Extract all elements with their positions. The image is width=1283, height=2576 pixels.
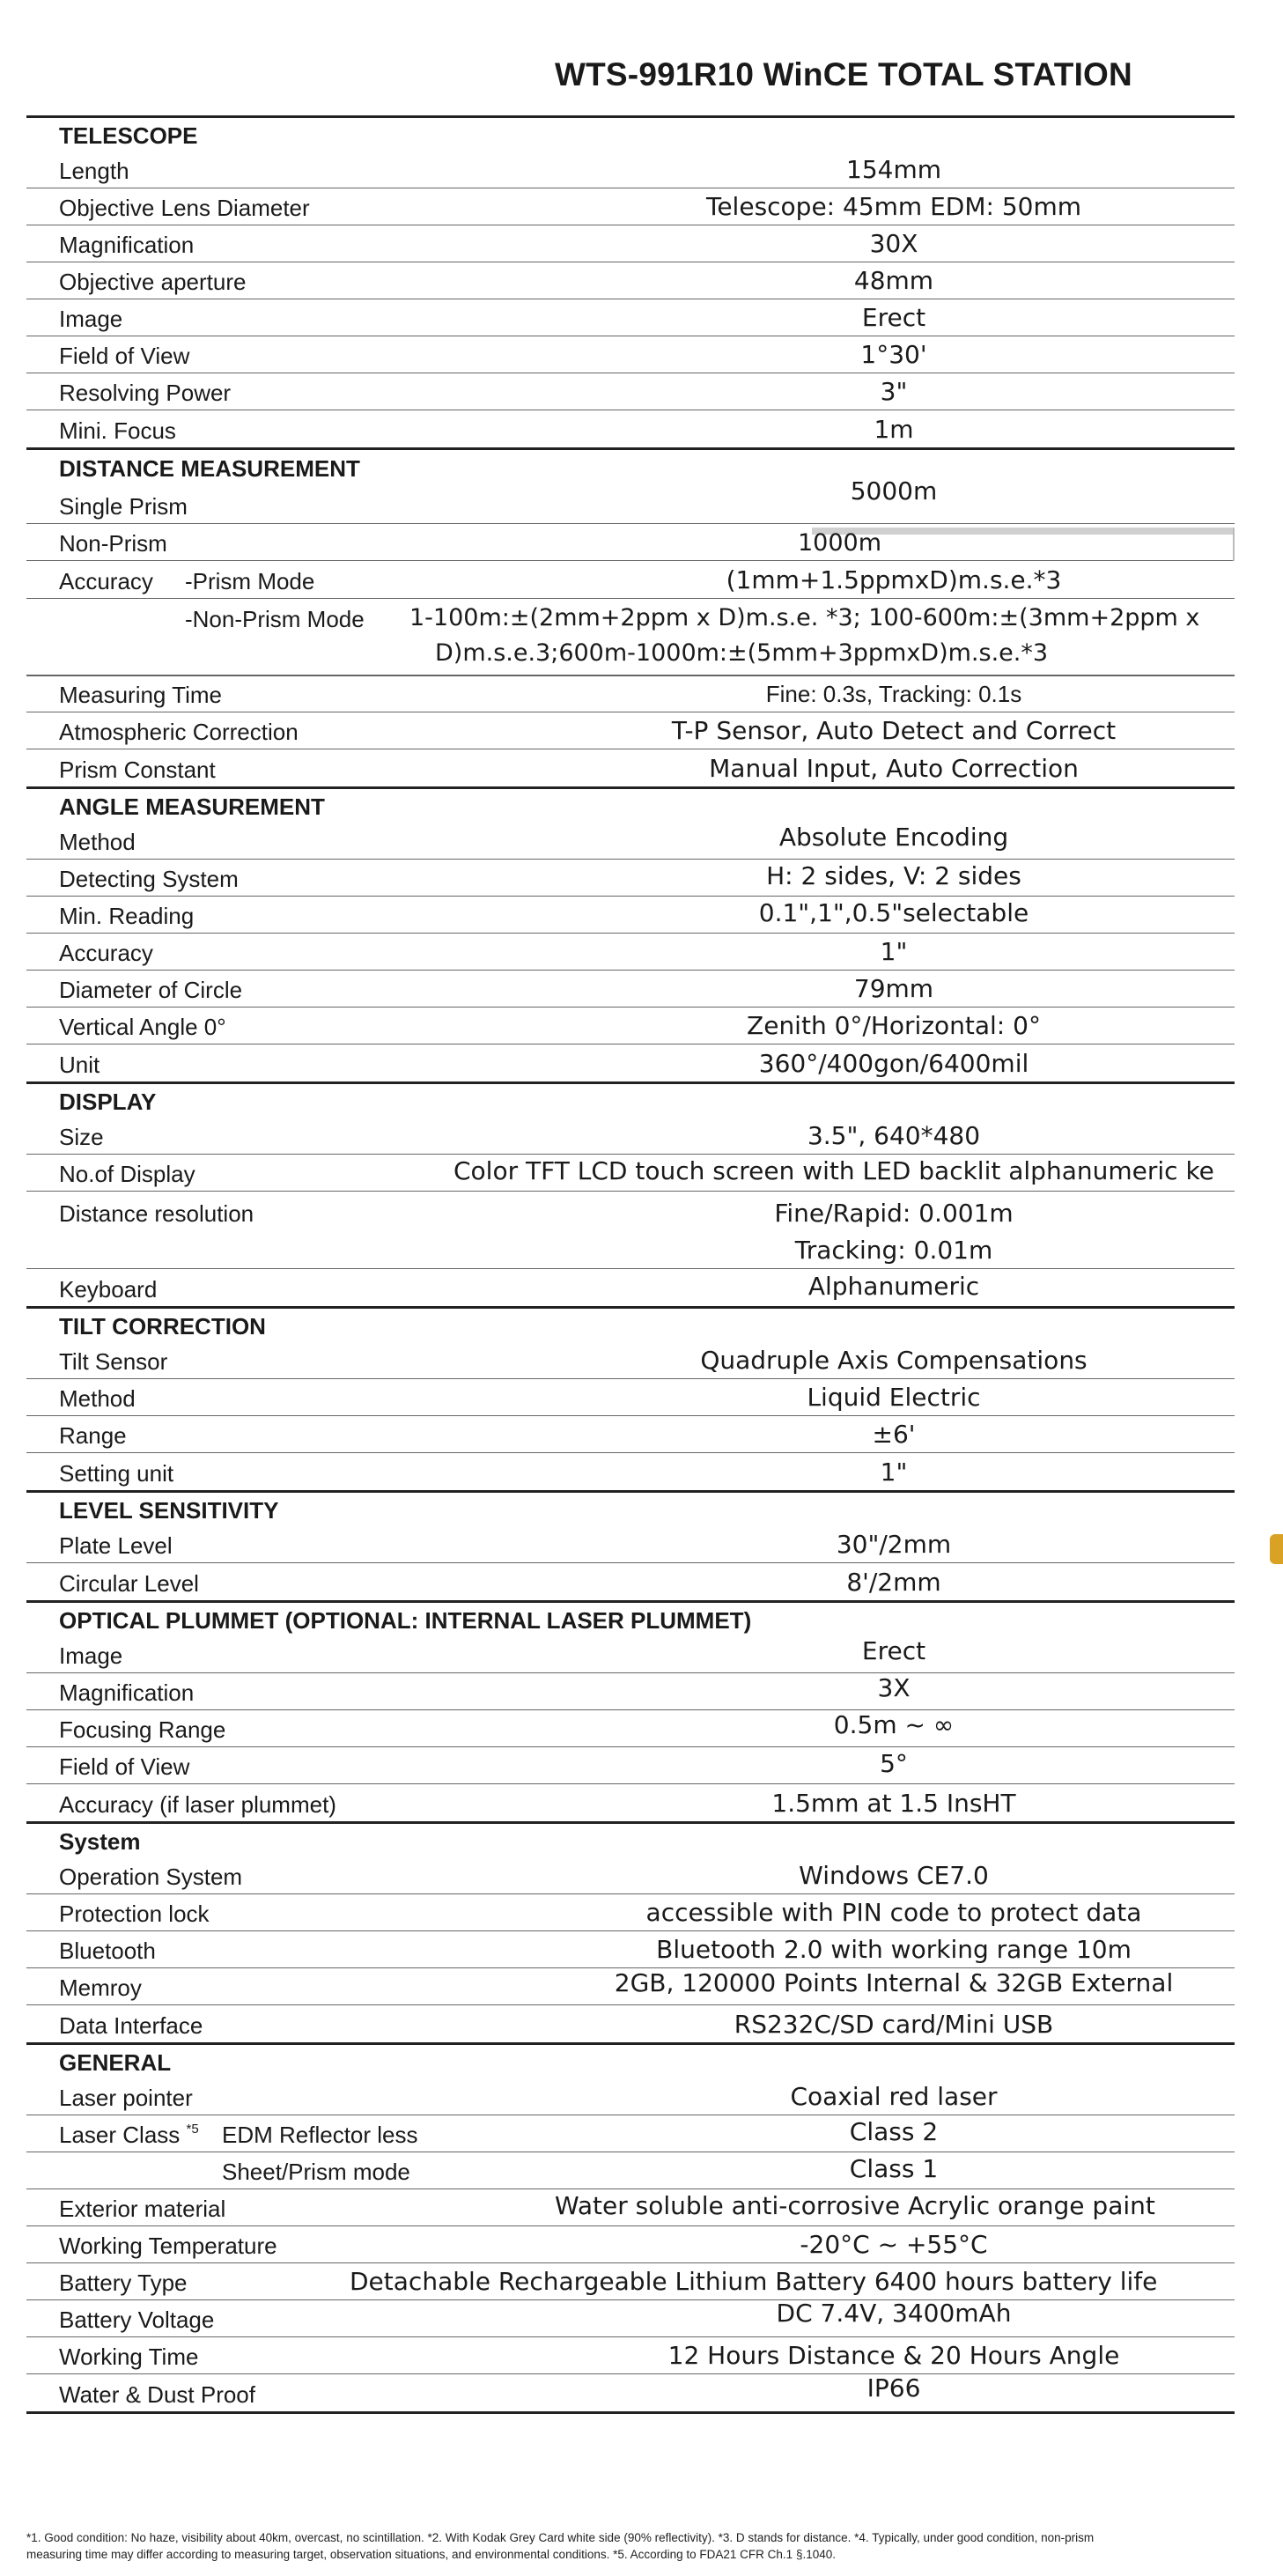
spec-value: 2GB, 120000 Points Internal & 32GB External [614,1968,1174,1997]
spec-row [26,1636,1235,1673]
spec-row [26,225,1235,262]
spec-value: Telescope: 45mm EDM: 50mm [705,192,1082,221]
spec-value-line2: Tracking: 0.01m [794,1236,993,1265]
spec-value: Color TFT LCD touch screen with LED backlit alphanumeric ke [453,1156,1214,1185]
spec-value: 5000m [850,476,938,506]
spec-label: Measuring Time [59,682,222,708]
spec-label: Prism Constant [59,757,216,783]
section-header-angle: ANGLE MEASUREMENT [59,793,325,820]
spec-value: 0.1",1",0.5"selectable [758,898,1029,927]
spec-value: 1m [874,415,914,444]
spec-row [26,1563,1235,1600]
spec-value: 12 Hours Distance & 20 Hours Angle [667,2341,1120,2370]
section-header-plummet: OPTICAL PLUMMET (OPTIONAL: INTERNAL LASER PLUMMET) [59,1607,752,1634]
spec-label: Detecting System [59,866,239,892]
spec-row [26,1710,1235,1747]
spec-row [26,934,1235,971]
page-title: WTS-991R10 WinCE TOTAL STATION [555,56,1132,92]
spec-row [26,2005,1235,2042]
spec-value: Absolute Encoding [778,823,1009,852]
spec-value: H: 2 sides, V: 2 sides [766,861,1021,890]
spec-row [26,410,1235,447]
spec-row [26,1118,1235,1155]
spec-row-accuracy-prism [26,561,1235,598]
spec-value: Windows CE7.0 [799,1861,989,1890]
spec-row [26,2374,1235,2411]
spec-row [26,2189,1235,2226]
spec-label: Diameter of Circle [59,977,243,1003]
spec-value: Erect [861,303,926,332]
spec-value: 5° [880,1749,908,1778]
section-header-general: GENERAL [59,2049,172,2076]
spec-value: Coaxial red laser [790,2082,998,2111]
spec-value: Fine: 0.3s, Tracking: 0.1s [765,681,1022,707]
spec-label: Focusing Range [59,1716,226,1743]
spec-value-line1: Fine/Rapid: 0.001m [774,1199,1014,1228]
spec-row [26,823,1235,860]
spec-value: 1.5mm at 1.5 InsHT [771,1789,1016,1818]
section-header-distance: DISTANCE MEASUREMENT [59,455,360,482]
spec-label-group [59,2122,199,2149]
spec-label: Exterior material [59,2196,226,2222]
spec-row [26,749,1235,786]
spec-row [26,262,1235,299]
spec-value: Water soluble anti-corrosive Acrylic orange paint [555,2191,1155,2220]
spec-label: Unit [59,1052,100,1078]
spec-row [26,1342,1235,1379]
spec-row [26,1526,1235,1563]
spec-value: Zenith 0°/Horizontal: 0° [747,1011,1041,1040]
spec-row [26,675,1235,712]
spec-label: Objective aperture [59,269,247,295]
spec-label: Image [59,1642,123,1669]
spec-label: Non-Prism [59,530,167,557]
spec-value: 30"/2mm [836,1530,952,1559]
spec-row-non-prism [26,524,1235,561]
spec-value: Erect [861,1636,926,1665]
spec-row [26,1416,1235,1453]
spec-row [26,1269,1235,1306]
spec-value: 30X [869,229,918,258]
spec-row-laser-class-2 [26,2152,1235,2189]
spec-label: Bluetooth [59,1938,156,1964]
spec-value: Liquid Electric [807,1383,981,1412]
spec-sublabel: -Prism Mode [185,568,315,594]
spec-label: Field of View [59,343,190,369]
spec-label: No.of Display [59,1161,195,1187]
spec-value: 48mm [853,266,934,295]
spec-value: 1°30' [860,340,927,369]
spec-value: IP66 [866,2373,921,2403]
spec-label: Distance resolution [59,1200,254,1227]
section-header-telescope: TELESCOPE [59,122,198,149]
spec-value: Detachable Rechargeable Lithium Battery 6400 hours battery life [350,2267,1158,2296]
spec-row-single-prism [26,450,1235,524]
spec-label: Length [59,158,129,184]
spec-value: 1" [880,1458,908,1487]
spec-row [26,2078,1235,2115]
spec-label: Working Time [59,2343,199,2370]
spec-label: Image [59,306,123,332]
section-header-system: System [59,1828,141,1855]
spec-value: RS232C/SD card/Mini USB [734,2010,1054,2039]
spec-row [26,1784,1235,1821]
spec-row [26,151,1235,188]
spec-value: Class 1 [849,2154,939,2183]
spec-row [26,336,1235,373]
spec-label: Method [59,829,136,855]
spec-label: Laser pointer [59,2085,193,2111]
spec-label: Data Interface [59,2012,203,2039]
spec-value: DC 7.4V, 3400mAh [776,2299,1012,2328]
spec-row [26,373,1235,410]
spec-value: accessible with PIN code to protect data [645,1898,1142,1927]
spec-row [26,897,1235,934]
spec-sublabel: EDM Reflector less [222,2122,418,2148]
spec-label: Tilt Sensor [59,1348,168,1375]
spec-value: 360°/400gon/6400mil [758,1049,1029,1078]
spec-row [26,1673,1235,1710]
spec-label: Working Temperature [59,2233,277,2259]
spec-label: Magnification [59,1679,195,1706]
spec-label: Setting unit [59,1460,174,1487]
spec-value: ±6' [872,1420,916,1449]
spec-row [26,299,1235,336]
spec-row [26,188,1235,225]
spec-row [26,2337,1235,2374]
spec-value: 3" [880,377,908,406]
spec-row [26,2300,1235,2337]
spec-row [26,2263,1235,2300]
spec-label: Atmospheric Correction [59,719,299,745]
spec-row [26,1192,1235,1269]
spec-label: Min. Reading [59,903,195,929]
spec-row [26,1008,1235,1044]
spec-row-accuracy-non-prism [26,598,1235,675]
spec-row [26,2226,1235,2263]
spec-label: Magnification [59,232,195,258]
spec-value: 8'/2mm [846,1568,941,1597]
spec-value-line1: 1-100m:±(2mm+2ppm x D)m.s.e. *3; 100-600m:±(3mm+2ppm x [409,604,1200,631]
spec-value: Class 2 [849,2117,939,2146]
spec-value: (1mm+1.5ppmxD)m.s.e.*3 [726,565,1062,594]
spec-label: Accuracy [59,940,153,966]
spec-label: Protection lock [59,1901,210,1927]
spec-row [26,1894,1235,1931]
spec-label: Water & Dust Proof [59,2381,255,2408]
spec-row-laser-class [26,2115,1235,2152]
spec-value: Alphanumeric [807,1272,980,1301]
spec-value: Bluetooth 2.0 with working range 10m [656,1935,1132,1964]
spec-row [26,860,1235,897]
spec-value: 154mm [846,155,941,184]
section-divider [26,2411,1235,2414]
edge-decoration [1270,1534,1283,1564]
spec-sheet [26,115,1235,2414]
spec-label: Memroy [59,1974,142,2001]
spec-value: Manual Input, Auto Correction [709,754,1079,783]
spec-row [26,971,1235,1008]
spec-label: Keyboard [59,1276,158,1303]
spec-label: Range [59,1422,127,1449]
spec-sublabel: -Non-Prism Mode [185,606,365,632]
cell-border [1233,528,1235,561]
spec-value: 3.5", 640*480 [807,1121,981,1150]
spec-row [26,1747,1235,1784]
spec-label: Objective Lens Diameter [59,195,310,221]
footnote-line: measuring time may differ according to measuring target, observation situations, and environmental conditions. *5. According to FDA21 CFR Ch.1 §.1040. [26,2548,836,2561]
spec-label: Plate Level [59,1532,173,1559]
spec-row [26,1379,1235,1416]
spec-label: Battery Type [59,2270,188,2296]
spec-value: 1000m [798,529,882,557]
section-header-display: DISPLAY [59,1089,157,1115]
spec-row [26,1044,1235,1081]
footnote-ref: *5 [186,2122,199,2137]
spec-row [26,1931,1235,1968]
spec-label: Single Prism [59,493,188,520]
footnotes [26,2529,1259,2563]
section-header-tilt: TILT CORRECTION [59,1313,266,1340]
spec-label: Resolving Power [59,380,232,406]
spec-value: T-P Sensor, Auto Detect and Correct [671,716,1117,745]
spec-value: 1" [880,937,908,966]
spec-row [26,1968,1235,2005]
spec-label: Method [59,1385,136,1412]
spec-label: Laser Class [59,2122,181,2148]
spec-row [26,1857,1235,1894]
spec-label: Mini. Focus [59,417,176,444]
spec-label: Battery Voltage [59,2307,215,2333]
spec-label: Vertical Angle 0° [59,1014,226,1040]
section-header-level: LEVEL SENSITIVITY [59,1497,279,1524]
spec-value: 3X [877,1673,911,1702]
spec-row [26,712,1235,749]
spec-label: Circular Level [59,1570,199,1597]
spec-row [26,1453,1235,1490]
spec-label: Size [59,1124,104,1150]
spec-sublabel: Sheet/Prism mode [222,2159,410,2185]
spec-label: Accuracy [59,568,153,594]
spec-value-line2: D)m.s.e.3;600m-1000m:±(5mm+3ppmxD)m.s.e.*3 [435,639,1049,667]
spec-label: Operation System [59,1864,243,1890]
spec-value: 79mm [853,974,934,1003]
spec-label: Field of View [59,1753,190,1780]
spec-value: -20°C ~ +55°C [800,2230,988,2259]
footnote-line: *1. Good condition: No haze, visibility about 40km, overcast, no scintillation. *2. With Kodak Grey Card white side (90% reflectivity). *3. D stands for distance. *4. Typically, under good condition, non-prism [26,2531,1095,2544]
spec-value: Quadruple Axis Compensations [700,1346,1088,1375]
spec-row [26,1155,1235,1192]
spec-label: Accuracy (if laser plummet) [59,1791,336,1818]
spec-value: 0.5m ~ ∞ [833,1710,955,1739]
